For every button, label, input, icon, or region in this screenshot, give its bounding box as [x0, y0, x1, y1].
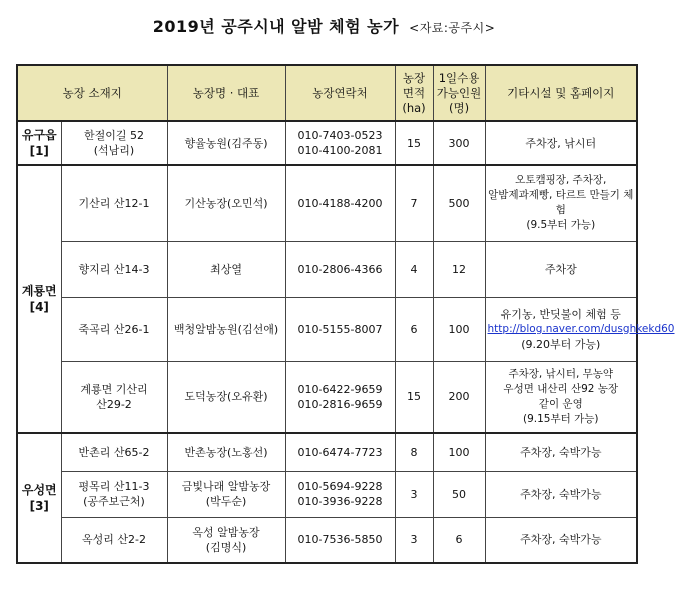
facilities-cell: 주차장, 숙박가능 [485, 517, 637, 563]
farm-table [16, 64, 675, 564]
farm-cell: 향율농원(김주동) [167, 121, 285, 165]
header-row [17, 65, 637, 121]
capacity-cell: 50 [433, 471, 485, 517]
area-cell: 15 [395, 361, 433, 433]
farm-cell: 옥성 알밤농장 (김명식) [167, 517, 285, 563]
table-row [17, 297, 637, 361]
farm-cell: 백청알밤농원(김선애) [167, 297, 285, 361]
table-row [17, 121, 637, 165]
facilities-cell: 주차장, 숙박가능 [485, 433, 637, 471]
region-name: 유구읍 [21, 128, 57, 142]
area-cell: 6 [395, 297, 433, 361]
facilities-text: 유기농, 반딧불이 체험 등 [500, 307, 621, 321]
phone-cell: 010-2806-4366 [285, 241, 395, 297]
region-count: [3] [29, 499, 49, 513]
header-location: 농장 소재지 [17, 65, 167, 121]
area-cell: 4 [395, 241, 433, 297]
header-area: 농장 면적 (ha) [395, 65, 433, 121]
location-cell: 기산리 산12-1 [61, 165, 167, 241]
phone-cell: 010-5694-9228 010-3936-9228 [285, 471, 395, 517]
phone-cell: 010-4188-4200 [285, 165, 395, 241]
page-title [0, 14, 648, 37]
header-facilities: 기타시설 및 홈페이지 [485, 65, 637, 121]
table-row [17, 241, 637, 297]
table-row [17, 433, 637, 471]
region-cell [17, 121, 61, 165]
location-cell: 옥성리 산2-2 [61, 517, 167, 563]
table-row [17, 361, 637, 433]
capacity-cell: 200 [433, 361, 485, 433]
location-cell: 반촌리 산65-2 [61, 433, 167, 471]
area-cell: 3 [395, 471, 433, 517]
source-note: <자료:공주시> [409, 21, 496, 35]
facilities-cell: 주차장 [485, 241, 637, 297]
phone-cell: 010-6422-9659 010-2816-9659 [285, 361, 395, 433]
table-row [17, 471, 637, 517]
farm-cell: 최상열 [167, 241, 285, 297]
facilities-cell: 오토캠핑장, 주차장, 알밤제과제빵, 타르트 만들기 체험 (9.5부터 가능) [485, 165, 637, 241]
phone-cell: 010-5155-8007 [285, 297, 395, 361]
capacity-cell: 100 [433, 297, 485, 361]
phone-cell: 010-7403-0523 010-4100-2081 [285, 121, 395, 165]
header-capacity: 1일수용 가능인원 (명) [433, 65, 485, 121]
location-cell: 향지리 산14-3 [61, 241, 167, 297]
farm-cell: 기산농장(오민석) [167, 165, 285, 241]
title-text: 2019년 공주시내 알밤 체험 농가 [152, 17, 400, 36]
capacity-cell: 6 [433, 517, 485, 563]
area-cell: 8 [395, 433, 433, 471]
farm-cell: 도덕농장(오유환) [167, 361, 285, 433]
facilities-note: (9.20부터 가능) [521, 337, 601, 351]
phone-cell: 010-7536-5850 [285, 517, 395, 563]
facilities-cell: 주차장, 낚시터, 무농약 우성면 내산리 산92 농장 같이 운영 (9.15부터 가능) [485, 361, 637, 433]
location-cell: 계룡면 기산리 산29-2 [61, 361, 167, 433]
homepage-link[interactable]: http://blog.naver.com/dusghkekd60 [487, 322, 675, 335]
capacity-cell: 300 [433, 121, 485, 165]
location-cell: 죽곡리 산26-1 [61, 297, 167, 361]
facilities-cell: 주차장, 낚시터 [485, 121, 637, 165]
area-cell: 7 [395, 165, 433, 241]
capacity-cell: 500 [433, 165, 485, 241]
region-name: 우성면 [21, 483, 57, 497]
header-phone: 농장연락처 [285, 65, 395, 121]
facilities-cell [485, 297, 675, 361]
facilities-cell: 주차장, 숙박가능 [485, 471, 637, 517]
table-row [17, 517, 637, 563]
table-row [17, 165, 637, 241]
area-cell: 3 [395, 517, 433, 563]
region-cell [17, 433, 61, 563]
location-cell: 한절이길 52 (석남리) [61, 121, 167, 165]
phone-cell: 010-6474-7723 [285, 433, 395, 471]
header-farm: 농장명 · 대표 [167, 65, 285, 121]
region-name: 계룡면 [21, 284, 57, 298]
capacity-cell: 12 [433, 241, 485, 297]
area-cell: 15 [395, 121, 433, 165]
capacity-cell: 100 [433, 433, 485, 471]
region-count: [4] [29, 300, 49, 314]
region-cell [17, 165, 61, 433]
region-count: [1] [29, 144, 49, 158]
farm-cell: 반촌농장(노홍선) [167, 433, 285, 471]
farm-cell: 금빛나래 알밤농장 (박두순) [167, 471, 285, 517]
location-cell: 평목리 산11-3 (공주보근처) [61, 471, 167, 517]
